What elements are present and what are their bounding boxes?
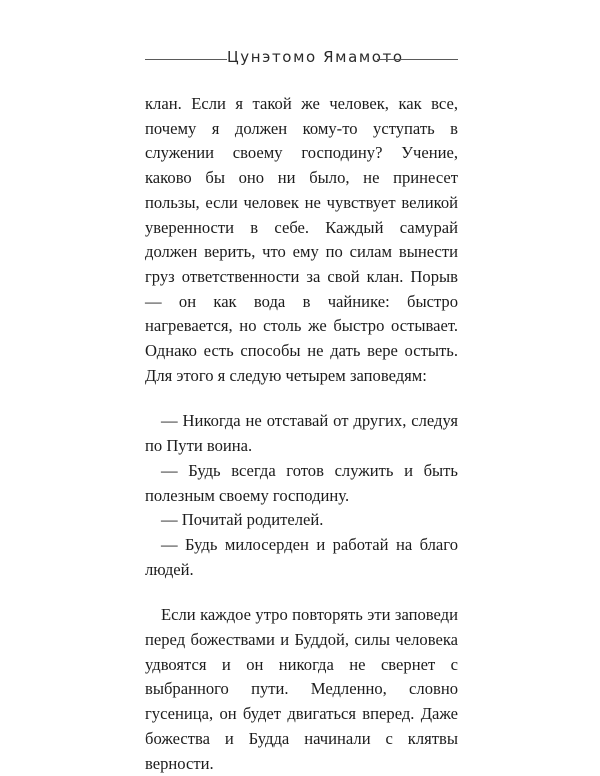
header-rule-right — [377, 59, 458, 60]
precept-3: — Почитай родителей. — [161, 510, 324, 530]
paragraph-2: Если каждое утро повторять эти заповеди перед божествами и Буддой, силы человека удвоятся и он никогда не свернет с выбранного пути. Медленно, словно гусеница, он будет двигаться вперед. Даже божества и Будда начинали с клятвы верности. — [145, 605, 458, 773]
precept-2: — Будь всегда готов служить и быть полезным своему господину. — [145, 460, 458, 505]
paragraph-1: клан. Если я такой же человек, как все, почему я должен кому-то уступать в служении своему господину? Учение, каково бы оно ни было, не принесет пользы, если человек не чувствует великой уверенности в себе. Каждый самурай должен верить, что ему по силам вынести груз ответственности за свой клан. Порыв — он как вода в чайнике: быстро нагревается, но столь же быстро остывает. Однако есть способы не дать вере остыть. Для этого я следую четырем заповедям: — [145, 94, 458, 385]
precept-4: — Будь милосерден и работай на благо людей. — [145, 534, 458, 579]
precept-1: — Никогда не отставай от других, следуя по Пути воина. — [145, 411, 458, 456]
page-text — [145, 92, 458, 776]
running-header — [0, 46, 600, 72]
running-title: Цунэтомо Ямамото — [227, 48, 404, 66]
header-rule-left — [145, 59, 227, 60]
